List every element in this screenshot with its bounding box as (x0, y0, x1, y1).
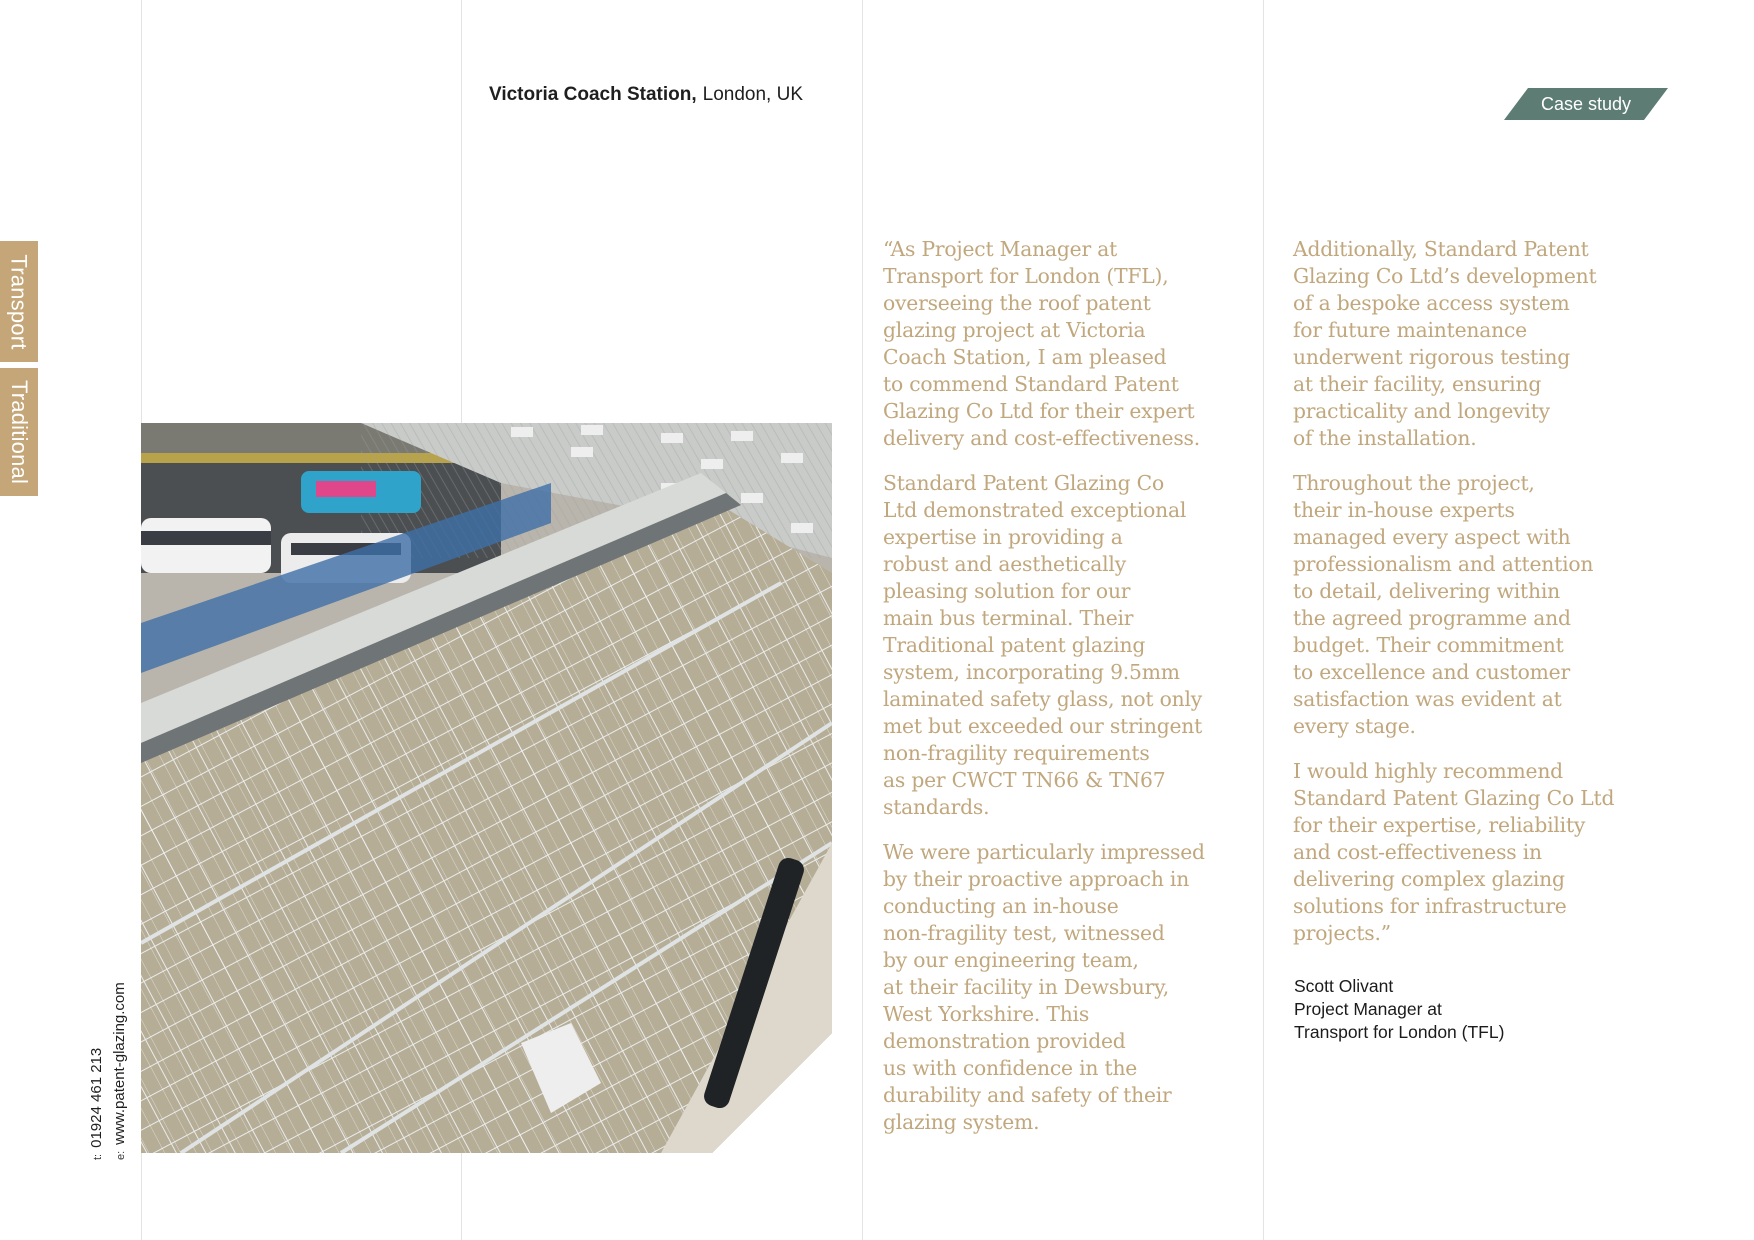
contact-info (86, 982, 132, 1160)
quote-paragraph: I would highly recommend Standard Patent Glazing Co Ltd for their expertise, reliability and cost-effectiveness in delivering complex glazing solutions for infrastructure projects.” (1293, 759, 1615, 945)
glazed-roof-photo (141, 423, 832, 1153)
quote-column-2 (1293, 236, 1663, 965)
tab-traditional-label: Traditional (7, 379, 33, 485)
tab-transport[interactable] (0, 241, 38, 362)
email-prefix: e: (115, 1150, 127, 1160)
attribution-role: Project Manager at (1294, 999, 1442, 1019)
column-divider (1263, 0, 1264, 1240)
tab-transport-label: Transport (7, 253, 33, 350)
project-photo (141, 423, 832, 1153)
quote-column-1 (883, 236, 1253, 1154)
project-place: Victoria Coach Station, (489, 84, 697, 105)
project-city: London, UK (702, 84, 803, 105)
quote-paragraph: Additionally, Standard Patent Glazing Co Ltd’s development of a bespoke access system for future maintenance underwent rigorous testing at their facility, ensuring practicality and longevity of the installation. (1293, 237, 1597, 450)
quote-paragraph: Standard Patent Glazing Co Ltd demonstrated exceptional expertise in providing a robust and aesthetically pleasing solution for our main bus terminal. Their Traditional patent glazing system, incorporating 9.5mm laminated safety glass, not only met but exceeded our stringent non-fragility requirements as per CWCT TN66 & TN67 standards. (883, 471, 1203, 819)
quote-paragraph: “As Project Manager at Transport for London (TFL), overseeing the roof patent glazing project at Victoria Coach Station, I am pleased to commend Standard Patent Glazing Co Ltd for their expert delivery and cost-effectiveness. (883, 237, 1200, 450)
column-divider (862, 0, 863, 1240)
phone-number: 01924 461 213 (88, 1047, 105, 1148)
case-study-label: Case study (1540, 94, 1632, 114)
tab-traditional[interactable] (0, 368, 38, 496)
attribution-org: Transport for London (TFL) (1294, 1022, 1505, 1042)
case-study-badge (1504, 88, 1668, 120)
quote-paragraph: Throughout the project, their in-house experts managed every aspect with professionalism and attention to detail, delivering within the agreed programme and budget. Their commitment to excellence and customer satisfaction was evident at every stage. (1293, 471, 1594, 738)
website-link[interactable]: www.patent-glazing.com (111, 982, 128, 1145)
project-location (489, 84, 803, 106)
quote-attribution (1294, 975, 1504, 1044)
quote-paragraph: We were particularly impressed by their proactive approach in conducting an in-house non-fragility test, witnessed by our engineering team, at their facility in Dewsbury, West Yorkshire. This demonstration provided us with confidence in the durability and safety of their glazing system. (883, 840, 1205, 1134)
attribution-name: Scott Olivant (1294, 976, 1394, 996)
phone-prefix: t: (92, 1153, 104, 1160)
